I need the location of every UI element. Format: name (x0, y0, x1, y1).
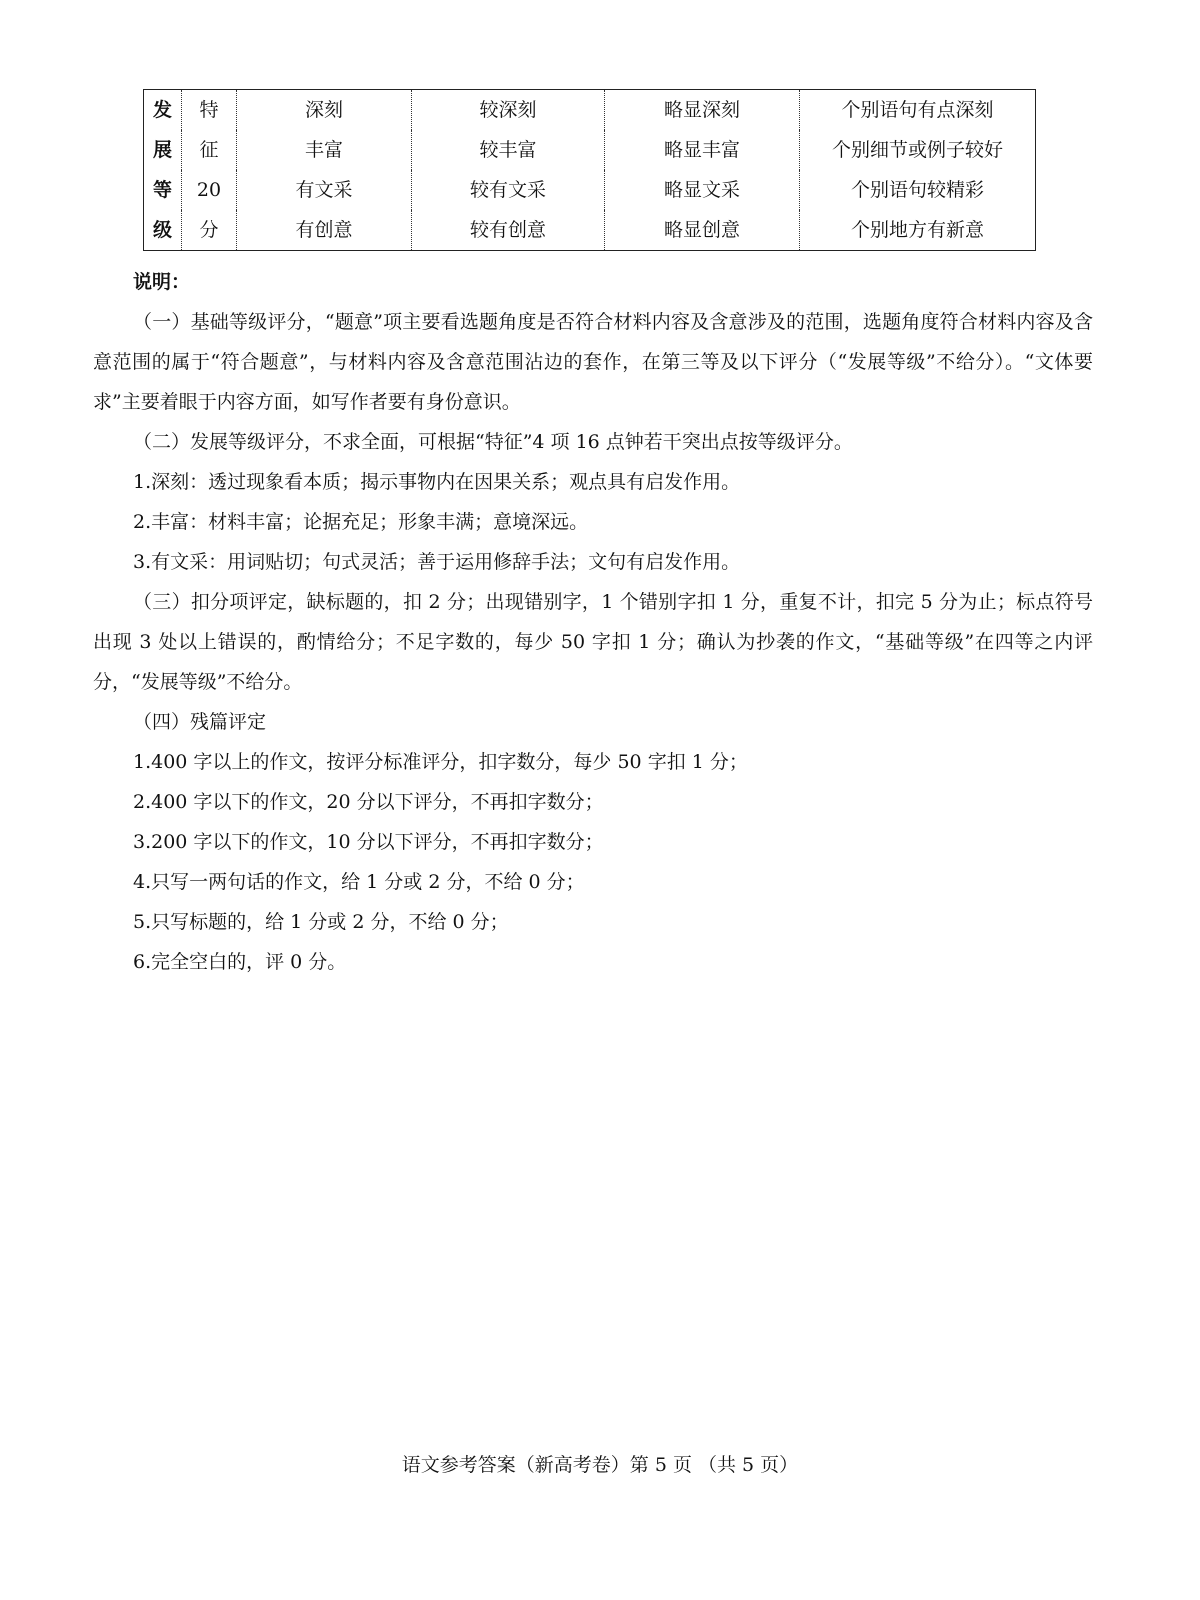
table-cell: 略显丰富 (605, 130, 800, 170)
note-paragraph: （三）扣分项评定，缺标题的，扣 2 分；出现错别字，1 个错别字扣 1 分，重复不计，扣完 5 分为止；标点符号出现 3 处以上错误的，酌情给分；不足字数的，每少 50 字扣 1 分；确认为抄袭的作文，“基础等级”在四等之内评分，“发展等级”不给分。 (93, 591, 1093, 693)
section-label-char: 等 (144, 170, 182, 210)
feature-label-char: 20 (182, 170, 237, 210)
table-cell: 个别语句较精彩 (800, 170, 1036, 210)
table-cell: 有文采 (237, 170, 412, 210)
table-cell: 较丰富 (412, 130, 605, 170)
table-cell: 个别细节或例子较好 (800, 130, 1036, 170)
notes-title: 说明： (133, 271, 191, 293)
table-cell: 有创意 (237, 210, 412, 251)
note-paragraph: （二）发展等级评分，不求全面，可根据“特征”4 项 16 点钟若干突出点按等级评分。 (133, 431, 853, 453)
table-cell: 略显创意 (605, 210, 800, 251)
table-cell: 较有创意 (412, 210, 605, 251)
table-cell: 丰富 (237, 130, 412, 170)
note-paragraph: 1.深刻：透过现象看本质；揭示事物内在因果关系；观点具有启发作用。 (133, 471, 741, 493)
note-paragraph: （四）残篇评定 (133, 711, 267, 733)
feature-label-char: 征 (182, 130, 237, 170)
feature-label-char: 特 (182, 90, 237, 131)
table-cell: 个别地方有新意 (800, 210, 1036, 251)
table-cell: 较深刻 (412, 90, 605, 131)
table-cell: 深刻 (237, 90, 412, 131)
section-label-char: 展 (144, 130, 182, 170)
section-label-char: 发 (144, 90, 182, 131)
table-row (144, 210, 1036, 251)
section-label-char: 级 (144, 210, 182, 251)
table-row (144, 90, 1036, 131)
table-cell: 略显文采 (605, 170, 800, 210)
note-paragraph: 4.只写一两句话的作文，给 1 分或 2 分，不给 0 分； (133, 871, 585, 893)
rubric-table (143, 89, 1036, 251)
note-paragraph: 3.200 字以下的作文，10 分以下评分，不再扣字数分； (133, 831, 604, 853)
table-cell: 略显深刻 (605, 90, 800, 131)
table-row (144, 130, 1036, 170)
page-footer: 语文参考答案（新高考卷）第 5 页 （共 5 页） (401, 1454, 799, 1476)
feature-label-char: 分 (182, 210, 237, 251)
note-paragraph: （一）基础等级评分，“题意”项主要看选题角度是否符合材料内容及含意涉及的范围，选题角度符合材料内容及含意范围的属于“符合题意”，与材料内容及含意范围沾边的套作，在第三等及以下评分（“发展等级”不给分）。“文体要求”主要着眼于内容方面，如写作者要有身份意识。 (93, 311, 1093, 413)
note-paragraph: 3.有文采：用词贴切；句式灵活；善于运用修辞手法；文句有启发作用。 (133, 551, 741, 573)
table-cell: 较有文采 (412, 170, 605, 210)
notes-section (93, 262, 1093, 982)
note-paragraph: 1.400 字以上的作文，按评分标准评分，扣字数分，每少 50 字扣 1 分； (133, 751, 748, 773)
note-paragraph: 6.完全空白的，评 0 分。 (133, 951, 347, 973)
note-paragraph: 5.只写标题的，给 1 分或 2 分，不给 0 分； (133, 911, 509, 933)
note-paragraph: 2.丰富：材料丰富；论据充足；形象丰满；意境深远。 (133, 511, 589, 533)
note-paragraph: 2.400 字以下的作文，20 分以下评分，不再扣字数分； (133, 791, 604, 813)
table-row (144, 170, 1036, 210)
table-cell: 个别语句有点深刻 (800, 90, 1036, 131)
